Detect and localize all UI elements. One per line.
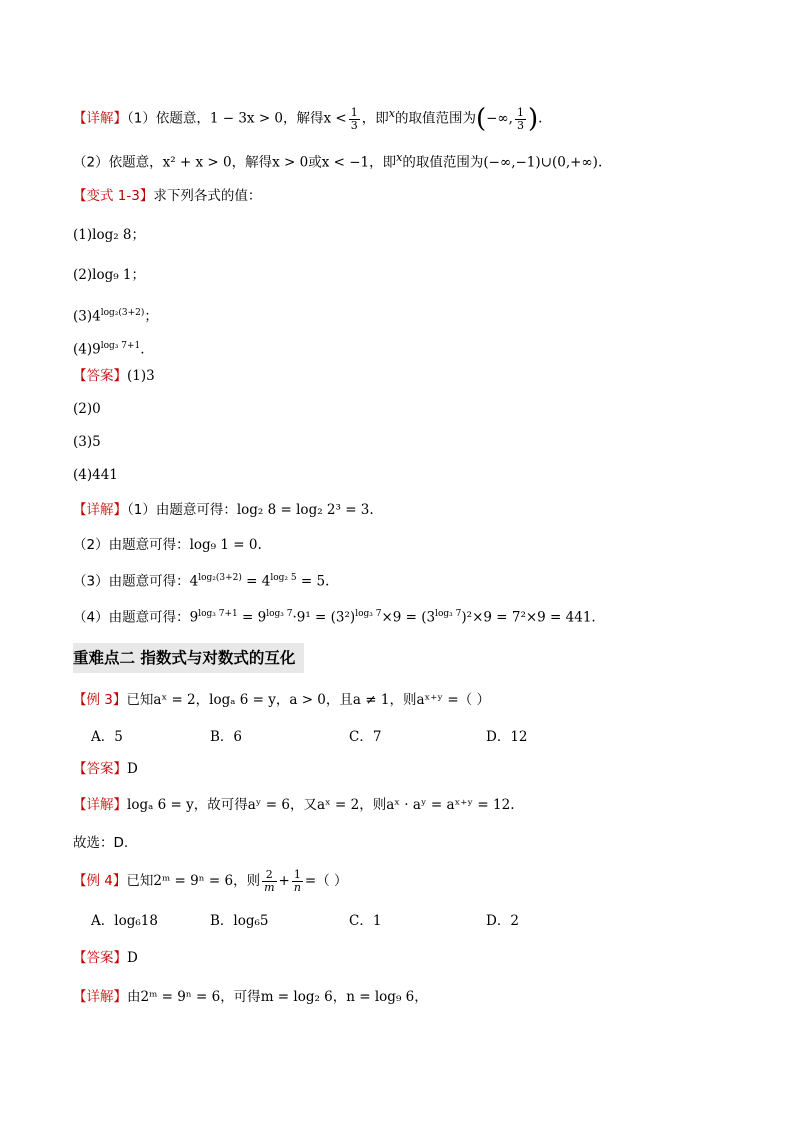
answer-blank: （ ） — [458, 692, 490, 708]
detail-paragraph-2 — [73, 148, 602, 173]
math: n = log₉ 6 — [346, 989, 415, 1005]
item-label: (3) — [73, 308, 93, 325]
option-b: B．6 — [210, 729, 243, 745]
detail-line — [73, 500, 374, 520]
answer-value: (4)441 — [73, 467, 118, 483]
math: aˣ · aʸ = aˣ⁺ʸ = 12. — [386, 797, 515, 813]
math: 4 — [189, 573, 199, 590]
detail-tag: 【详解】 — [73, 502, 127, 518]
text: ，则 — [389, 692, 417, 708]
math: aˣ = 2 — [316, 797, 360, 813]
math: = 4 — [241, 573, 271, 590]
fraction — [349, 107, 360, 132]
detail-line — [73, 987, 428, 1007]
math: + — [278, 873, 290, 889]
math-exp: log₃ 7 — [266, 609, 293, 619]
detail-paragraph-1: 【详解】（1）依题意，1 − 3x > 0，解得x < $\frac{1}{3}$ ，即$^x$的取值范围为(−∞, $\frac{1}{3}$ ). — [73, 104, 543, 134]
section-heading: 重难点二 指数式与对数式的互化 — [73, 643, 304, 673]
item-end: ； — [131, 267, 146, 283]
math: log₂ 8 = log₂ 2³ = 3. — [236, 502, 374, 518]
detail-line — [73, 535, 262, 555]
answer-value: (3)5 — [73, 434, 101, 450]
math-interval: (−∞,−1)∪(0,+∞) — [483, 154, 598, 171]
text: ，可得 — [220, 989, 261, 1005]
answer-line — [73, 366, 155, 386]
answer-line — [73, 759, 138, 779]
item-label: (1) — [73, 227, 93, 243]
fraction — [515, 107, 526, 132]
text: . — [597, 154, 603, 171]
variant-text: 求下列各式的值： — [153, 188, 262, 204]
text: 已知 — [126, 692, 154, 708]
option-c: C．7 — [349, 729, 382, 745]
item-label: (2) — [73, 267, 93, 283]
fraction-num: 1 — [350, 105, 358, 119]
text: ，又 — [289, 797, 317, 813]
fraction-den: 3 — [350, 118, 358, 132]
math-exp: log₂(3+2) — [198, 573, 242, 583]
math: )²×9 = 7²×9 = 441. — [461, 609, 596, 626]
text: 或 — [308, 154, 322, 171]
choice-line: 故选：D. — [73, 835, 129, 851]
item-base: 4 — [92, 308, 101, 325]
math: ·9¹ = (3²) — [292, 609, 356, 626]
math-interval: −∞, — [486, 110, 513, 127]
text: . — [538, 110, 543, 127]
math: log₉ 1 = 0. — [189, 537, 262, 553]
item-expr: log₉ 1 — [92, 267, 132, 283]
text: ， — [414, 989, 428, 1005]
math: aˣ⁺ʸ = — [416, 692, 459, 708]
option-a: A．5 — [91, 729, 123, 745]
answer-value: (1)3 — [127, 368, 155, 384]
math: 9 — [189, 609, 199, 626]
math-var: x — [396, 151, 403, 164]
item-end: ； — [144, 308, 158, 325]
math-exp: log₃ 7 — [435, 609, 462, 619]
fraction-num: 1 — [516, 105, 524, 119]
fraction-den: n — [293, 881, 301, 894]
math: ×9 = (3 — [381, 609, 436, 626]
answer-tag: 【答案】 — [73, 761, 127, 777]
math: a ≠ 1 — [352, 692, 390, 708]
math-var: x — [388, 107, 395, 120]
detail-line — [73, 604, 596, 628]
answer-line — [73, 432, 101, 452]
math: a > 0 — [289, 692, 326, 708]
math: = 5. — [296, 573, 330, 590]
item-exp: log₂(3+2) — [100, 308, 145, 318]
fraction-num: 2 — [262, 869, 276, 882]
answer-blank: （ ） — [316, 873, 348, 889]
math-exp: log₃ 7 — [355, 609, 382, 619]
example-question — [73, 690, 490, 710]
math: aˣ = 2 — [153, 692, 196, 708]
fraction-num: 1 — [292, 869, 303, 882]
math: m = log₂ 6 — [260, 989, 333, 1005]
text: （1）由题意可得： — [127, 502, 237, 518]
text: ，解得 — [231, 154, 273, 171]
text: ，且 — [325, 692, 353, 708]
list-item — [73, 303, 158, 327]
option-a: A．log₆18 — [91, 913, 158, 929]
answer-line — [73, 948, 138, 968]
text: ， — [195, 692, 210, 708]
text: （4）由题意可得： — [73, 609, 190, 626]
detail-line — [73, 795, 515, 815]
text: ，则 — [359, 797, 387, 813]
answer-line — [73, 399, 101, 419]
option-c: C．1 — [349, 913, 382, 929]
math: logₐ 6 = y — [209, 692, 276, 708]
math: 2ᵐ = 9ⁿ = 6 — [140, 989, 221, 1005]
answer-value: (2)0 — [73, 401, 101, 417]
math-inequality: x < — [323, 110, 347, 127]
variant-heading — [73, 186, 261, 206]
item-exp: log₃ 7+1 — [100, 341, 141, 351]
fraction — [292, 869, 303, 894]
list-item — [73, 265, 145, 285]
text: （1）依题意， — [127, 110, 210, 127]
item-end: ； — [131, 227, 146, 243]
detail-tag: 【详解】 — [73, 797, 127, 813]
answer-value: D — [127, 761, 138, 777]
item-label: (4) — [73, 341, 93, 358]
math: = — [304, 873, 317, 889]
answer-value: D — [127, 950, 138, 966]
detail-tag: 【详解】 — [73, 989, 127, 1005]
option-b: B．log₆5 — [210, 913, 269, 929]
text: ，解得 — [283, 110, 324, 127]
text: （3）由题意可得： — [73, 573, 190, 590]
math: 2ᵐ = 9ⁿ = 6 — [153, 873, 234, 889]
math: = 9 — [237, 609, 267, 626]
fraction-den: 3 — [516, 118, 524, 132]
text: 的取值范围为 — [394, 110, 476, 127]
text: （2）依题意， — [73, 154, 163, 171]
text: ，则 — [233, 873, 261, 889]
text: ，故可得 — [193, 797, 248, 813]
math-condition: x² + x > 0 — [162, 154, 232, 171]
text: ， — [275, 692, 290, 708]
answer-tag: 【答案】 — [73, 950, 127, 966]
math: logₐ 6 = y — [127, 797, 194, 813]
fraction-den: m — [264, 881, 275, 894]
example-question — [73, 869, 348, 894]
math: aʸ = 6 — [247, 797, 290, 813]
math-exp: log₂ 5 — [270, 573, 297, 583]
example-tag: 【例 3】 — [73, 692, 127, 708]
math-exp: log₃ 7+1 — [198, 609, 238, 619]
variant-tag: 【变式 1-3】 — [73, 188, 154, 204]
option-d: D．2 — [486, 913, 519, 929]
fraction — [262, 869, 276, 894]
text: ， — [332, 989, 347, 1005]
math-condition: 1 − 3x > 0 — [209, 110, 284, 127]
answer-tag: 【答案】 — [73, 368, 127, 384]
math-solution: x < −1 — [321, 154, 370, 171]
item-end: . — [140, 341, 145, 358]
detail-tag: 【详解】 — [73, 110, 127, 127]
list-item — [73, 336, 145, 360]
text: 已知 — [126, 873, 154, 889]
math-solution: x > 0 — [272, 154, 309, 171]
item-base: 9 — [92, 341, 101, 358]
option-d: D．12 — [486, 729, 528, 745]
example-tag: 【例 4】 — [73, 873, 127, 889]
text: （2）由题意可得： — [73, 537, 190, 553]
list-item — [73, 225, 145, 245]
text: 的取值范围为 — [402, 154, 484, 171]
text: ，即 — [361, 110, 389, 127]
text: 由 — [127, 989, 141, 1005]
detail-line — [73, 568, 329, 592]
answer-line — [73, 465, 118, 485]
item-expr: log₂ 8 — [92, 227, 132, 243]
text: ，即 — [369, 154, 397, 171]
